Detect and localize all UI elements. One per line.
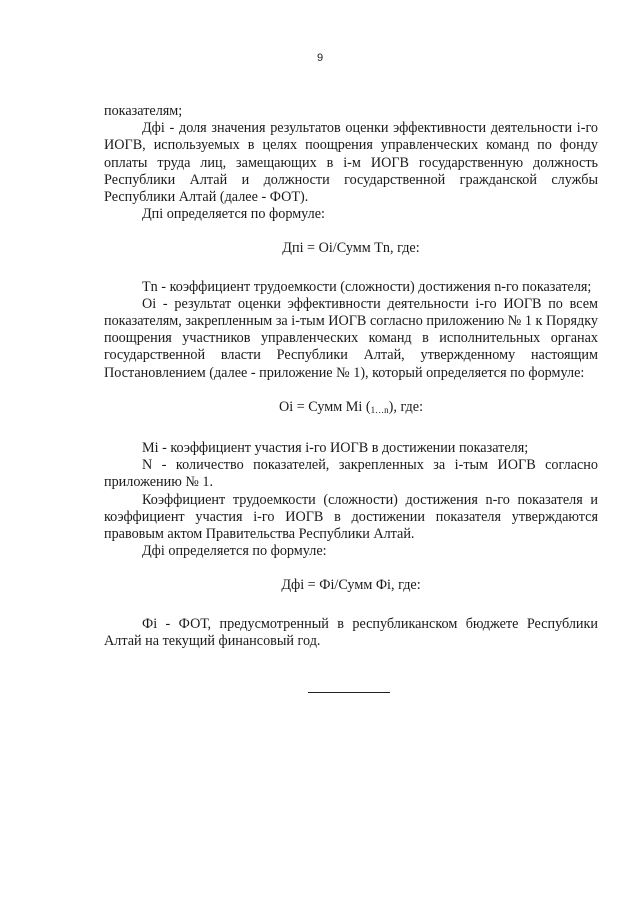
formula-dpi: Дпi = Oi/Сумм Tn, где: [282, 240, 420, 257]
paragraph-n-definition: N - количество показателей, закрепленных за i-тым ИОГВ согласно приложению № 1. [104, 457, 598, 491]
paragraph-continuation: показателям; [104, 103, 183, 119]
document-body [104, 103, 598, 650]
formula-oi-main: Oi = Сумм Mi ( [278, 398, 371, 415]
paragraph-dfi-intro: Дфi определяется по формуле: [142, 543, 327, 560]
paragraph-mi-definition: Mi - коэффициент участия i-го ИОГВ в достижении показателя; [142, 440, 529, 457]
paragraph-oi-definition: Oi - результат оценки эффективности деятельности i-го ИОГВ по всем показателям, закрепленным за i-тым ИОГВ согласно приложению № 1 к Порядку поощрения участников управленческих команд в исполнительных органах государственной власти Республики Алтай, утвержденному настоящим Постановлением (далее - приложение № 1), который определяется по формуле: [104, 295, 598, 381]
paragraph-dpi-intro: Дпi определяется по формуле: [142, 206, 325, 223]
formula-dfi: Дфi = Фi/Сумм Фi, где: [281, 577, 421, 594]
paragraph-dfi-definition: Дфi - доля значения результатов оценки эффективности деятельности i-го ИОГВ, используемых в целях поощрения управленческих команд по фонду оплаты труда лиц, замещающих в i-м ИОГВ государственную должность Республики Алтай и должности государственной гражданской службы Республики Алтай (далее - ФОТ). [104, 120, 598, 206]
page-number: 9 [316, 52, 324, 64]
end-of-document-rule [308, 692, 390, 693]
formula-oi-subscript: 1…n [370, 404, 389, 415]
paragraph-tn-definition: Tn - коэффициент трудоемкости (сложности) достижения n-го показателя; [142, 278, 592, 295]
formula-oi [104, 399, 598, 419]
paragraph-coefficients-note: Коэффициент трудоемкости (сложности) достижения n-го показателя и коэффициент участия i-го ИОГВ в достижении показателя утверждаются правовым актом Правительства Республики Алтай. [104, 491, 598, 543]
paragraph-fi-definition: Фi - ФОТ, предусмотренный в республиканском бюджете Республики Алтай на текущий финансовый год. [104, 615, 598, 649]
formula-oi-tail: ), где: [388, 398, 424, 415]
